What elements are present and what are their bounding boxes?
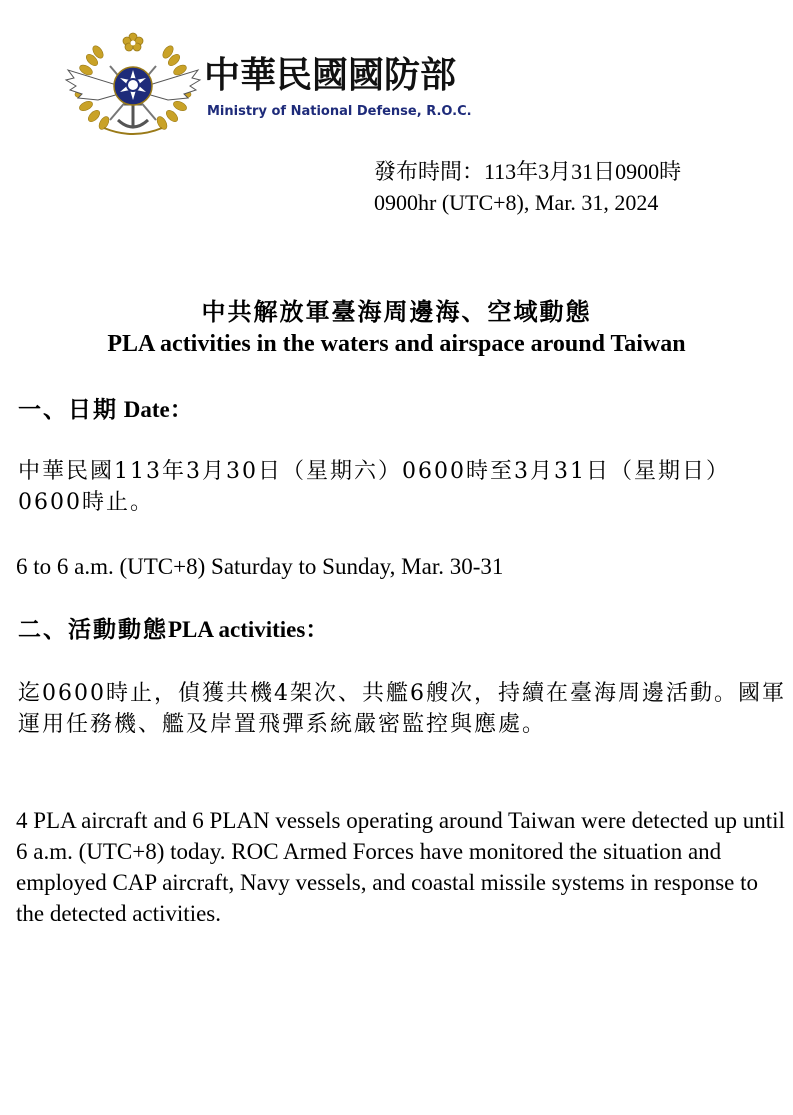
section-activities-heading-zh: 二、活動動態 — [18, 616, 168, 643]
document-title — [0, 296, 793, 360]
ministry-name-zh: 中華民國國防部 — [204, 55, 457, 96]
release-time-en: 0900hr (UTC+8), Mar. 31, 2024 — [374, 190, 659, 215]
section-activities-heading-en: PLA activities： — [168, 617, 329, 642]
document-title-en: PLA activities in the waters and airspace around Taiwan — [107, 331, 686, 357]
ministry-name-en: Ministry of National Defense, R.O.C. — [207, 104, 472, 119]
section-date-heading-zh: 一、日期 — [18, 396, 118, 423]
section-date-heading — [18, 394, 193, 426]
release-time — [374, 156, 681, 218]
section-activities-body-zh: 迄0600時止，偵獲共機4架次、共艦6艘次，持續在臺海周邊活動。國軍運用任務機、艦及岸置飛彈系統嚴密監控與應處。 — [18, 681, 786, 737]
section-date-body-en: 6 to 6 a.m. (UTC+8) Saturday to Sunday, Mar. 30-31 — [16, 554, 504, 579]
section-activities-body-en: 4 PLA aircraft and 6 PLAN vessels operating around Taiwan were detected up until 6 a.m. (UTC+8) today. ROC Armed Forces have monitored the situation and employed CAP aircraft, Navy vessels, and coastal missile systems in response to the detected activities. — [16, 808, 785, 926]
ministry-emblem-logo — [58, 28, 208, 140]
section-date-body-zh: 中華民國113年3月30日（星期六）0600時至3月31日（星期日）0600時止。 — [18, 459, 730, 515]
release-time-zh: 發布時間：113年3月31日0900時 — [374, 159, 682, 184]
document-title-zh: 中共解放軍臺海周邊海、空域動態 — [201, 297, 592, 326]
section-date-heading-en: Date： — [118, 397, 193, 422]
section-activities-heading — [18, 614, 328, 646]
